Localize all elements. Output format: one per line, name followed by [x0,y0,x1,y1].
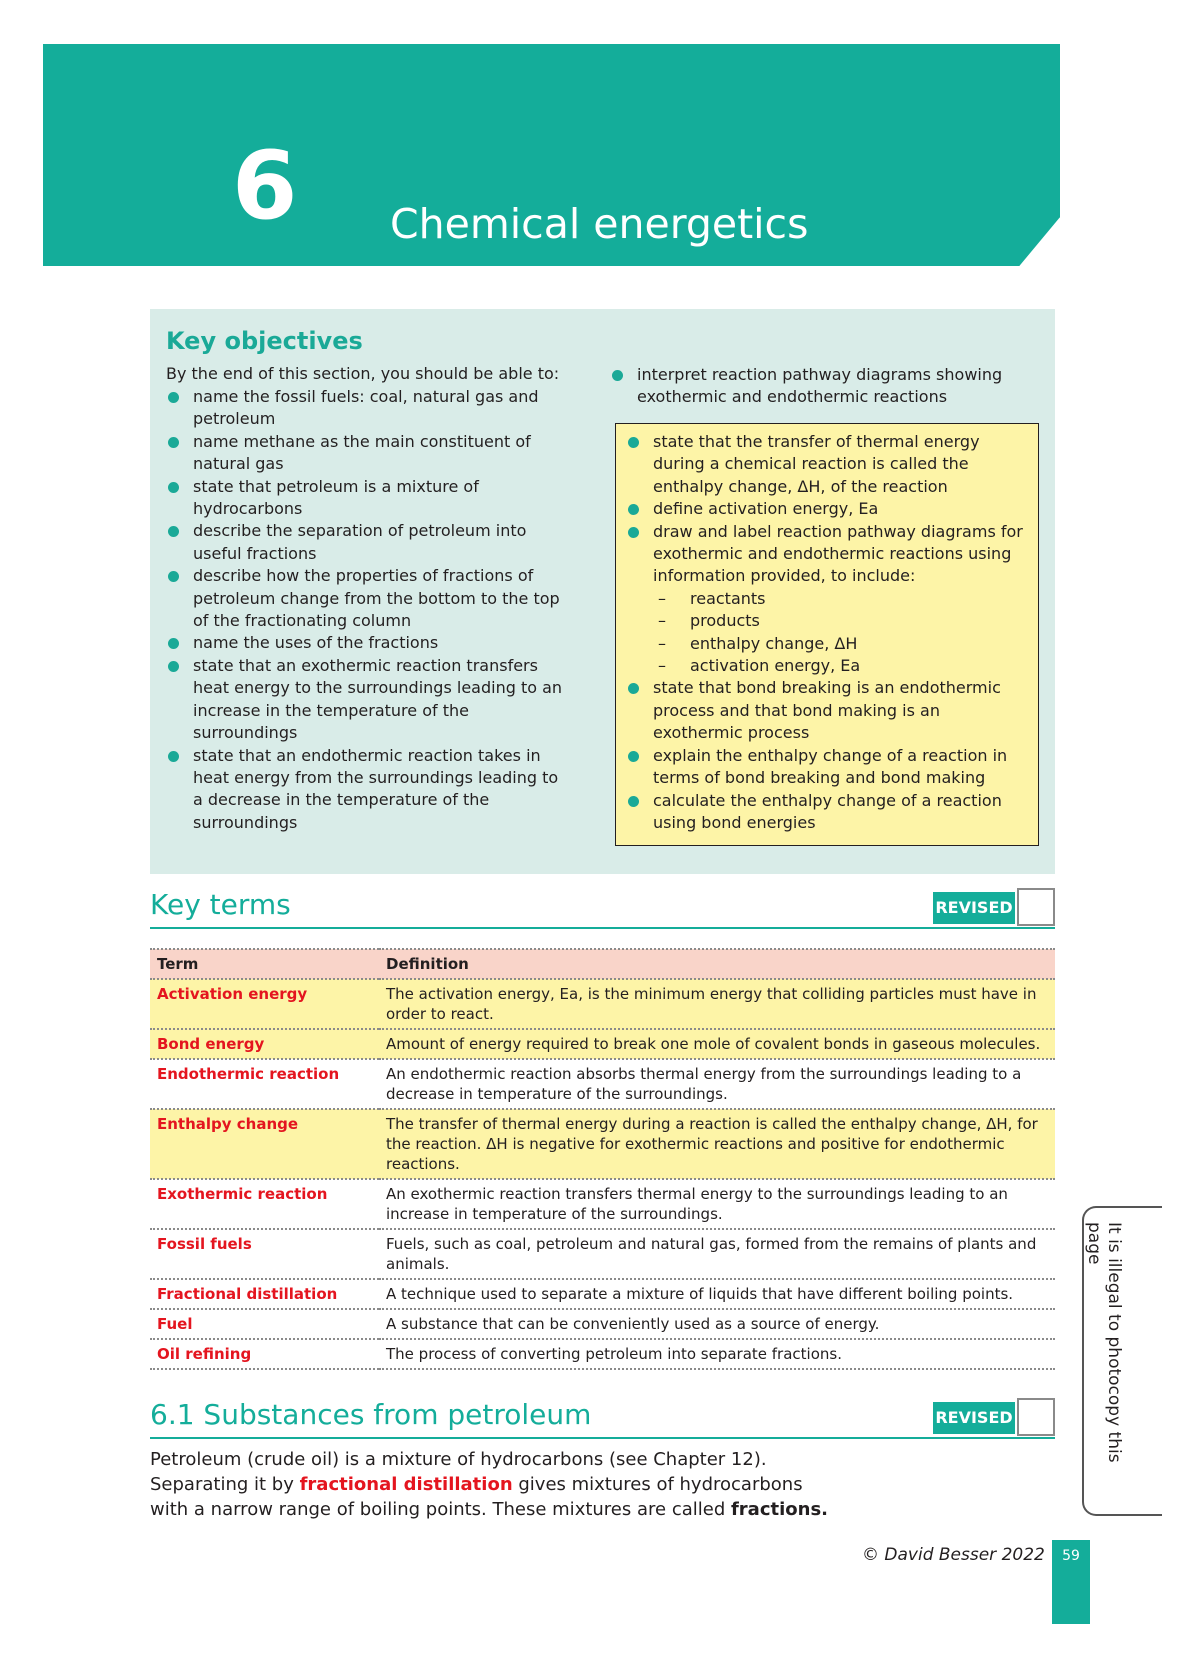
term-cell: Enthalpy change [150,1109,379,1179]
table-row [150,1059,1055,1109]
term-cell: Endothermic reaction [150,1059,379,1109]
term-cell: Fuel [150,1309,379,1339]
objective-item: name methane as the main constituent of natural gas [166,431,566,476]
column-header-definition: Definition [379,949,1055,979]
term-cell: Fossil fuels [150,1229,379,1279]
objective-item: state that petroleum is a mixture of hydrocarbons [166,476,566,521]
term-cell: Fractional distillation [150,1279,379,1309]
table-row [150,1179,1055,1229]
objective-item: name the uses of the fractions [166,632,566,654]
objective-item: define activation energy, Ea [626,498,1026,520]
term-cell: Exothermic reaction [150,1179,379,1229]
table-row [150,1309,1055,1339]
divider [150,927,1055,929]
sub-item: – enthalpy change, ΔH [626,633,1026,655]
body-line: Separating it by fractional distillation gives mixtures of hydrocarbons [150,1474,803,1495]
chapter-number: 6 [232,132,298,241]
term-cell: Bond energy [150,1029,379,1059]
revised-label: REVISED [933,892,1015,924]
body-line: Petroleum (crude oil) is a mixture of hydrocarbons (see Chapter 12). [150,1449,767,1470]
objective-item: draw and label reaction pathway diagrams for exothermic and endothermic reactions using information provided, to include: [626,521,1026,588]
key-terms-table [150,948,1055,1370]
objective-item: state that bond breaking is an endothermic process and that bond making is an exothermic process [626,677,1026,744]
section-header [150,1398,1055,1433]
table-row [150,1029,1055,1059]
table-row [150,1339,1055,1369]
key-terms-heading: Key terms [150,888,291,921]
page-number: 59 [1052,1540,1090,1624]
column-header-term: Term [150,949,379,979]
objectives-left-list [166,386,566,834]
key-objectives-title: Key objectives [166,327,363,355]
definition-cell: The process of converting petroleum into separate fractions. [379,1339,1055,1369]
divider [150,1437,1055,1439]
table-row [150,1279,1055,1309]
table-row [150,1229,1055,1279]
section-body [150,1447,930,1522]
definition-cell: The activation energy, Ea, is the minimum energy that colliding particles must have in order to react. [379,979,1055,1029]
objective-item: explain the enthalpy change of a reaction in terms of bond breaking and bond making [626,745,1026,790]
side-tab-text: It is illegal to photocopy this page [1084,1222,1124,1463]
objective-item: state that the transfer of thermal energy during a chemical reaction is called the enthalpy change, ΔH, of the reaction [626,431,1026,498]
section-heading: 6.1 Substances from petroleum [150,1398,592,1431]
copyright: © David Besser 2022 [862,1545,1045,1565]
supplement-objectives-box [615,423,1039,846]
definition-cell: Fuels, such as coal, petroleum and natural gas, formed from the remains of plants and animals. [379,1229,1055,1279]
sub-item: – activation energy, Ea [626,655,1026,677]
key-objectives-panel [150,309,1055,874]
chapter-title: Chemical energetics [390,200,809,248]
body-line: with a narrow range of boiling points. These mixtures are called fractions. [150,1499,828,1520]
definition-cell: The transfer of thermal energy during a reaction is called the enthalpy change, ΔH, for the reaction. ΔH is negative for exothermic reactions and positive for endothermic reactions. [379,1109,1055,1179]
term-cell: Oil refining [150,1339,379,1369]
objective-item: calculate the enthalpy change of a reaction using bond energies [626,790,1026,835]
revised-checkbox[interactable] [1017,888,1055,926]
objective-item: describe the separation of petroleum into useful fractions [166,520,566,565]
objective-item: name the fossil fuels: coal, natural gas and petroleum [166,386,566,431]
definition-cell: A substance that can be conveniently used as a source of energy. [379,1309,1055,1339]
definition-cell: A technique used to separate a mixture of liquids that have different boiling points. [379,1279,1055,1309]
highlighted-term: fractional distillation [299,1474,513,1495]
definition-cell: An endothermic reaction absorbs thermal energy from the surroundings leading to a decrease in temperature of the surroundings. [379,1059,1055,1109]
objective-item: state that an endothermic reaction takes in heat energy from the surroundings leading to a decrease in the temperature of the surroundings [166,745,566,835]
objective-item: describe how the properties of fractions of petroleum change from the bottom to the top of the fractionating column [166,565,566,632]
supplement-list [626,431,1026,834]
bold-term: fractions. [730,1499,828,1520]
key-terms-header [150,888,1055,923]
table-header-row [150,949,1055,979]
revised-label: REVISED [933,1402,1015,1434]
sub-item: – products [626,610,1026,632]
definition-cell: Amount of energy required to break one mole of covalent bonds in gaseous molecules. [379,1029,1055,1059]
key-objectives-intro: By the end of this section, you should be able to: [166,364,560,383]
term-cell: Activation energy [150,979,379,1029]
objective-item: interpret reaction pathway diagrams showing exothermic and endothermic reactions [610,364,1030,409]
table-row [150,1109,1055,1179]
table-row [150,979,1055,1029]
objective-item: state that an exothermic reaction transfers heat energy to the surroundings leading to an increase in the temperature of the surroundings [166,655,566,745]
sub-item: – reactants [626,588,1026,610]
objectives-right-list [610,364,1030,409]
definition-cell: An exothermic reaction transfers thermal energy to the surroundings leading to an increase in temperature of the surroundings. [379,1179,1055,1229]
revised-checkbox[interactable] [1017,1398,1055,1436]
